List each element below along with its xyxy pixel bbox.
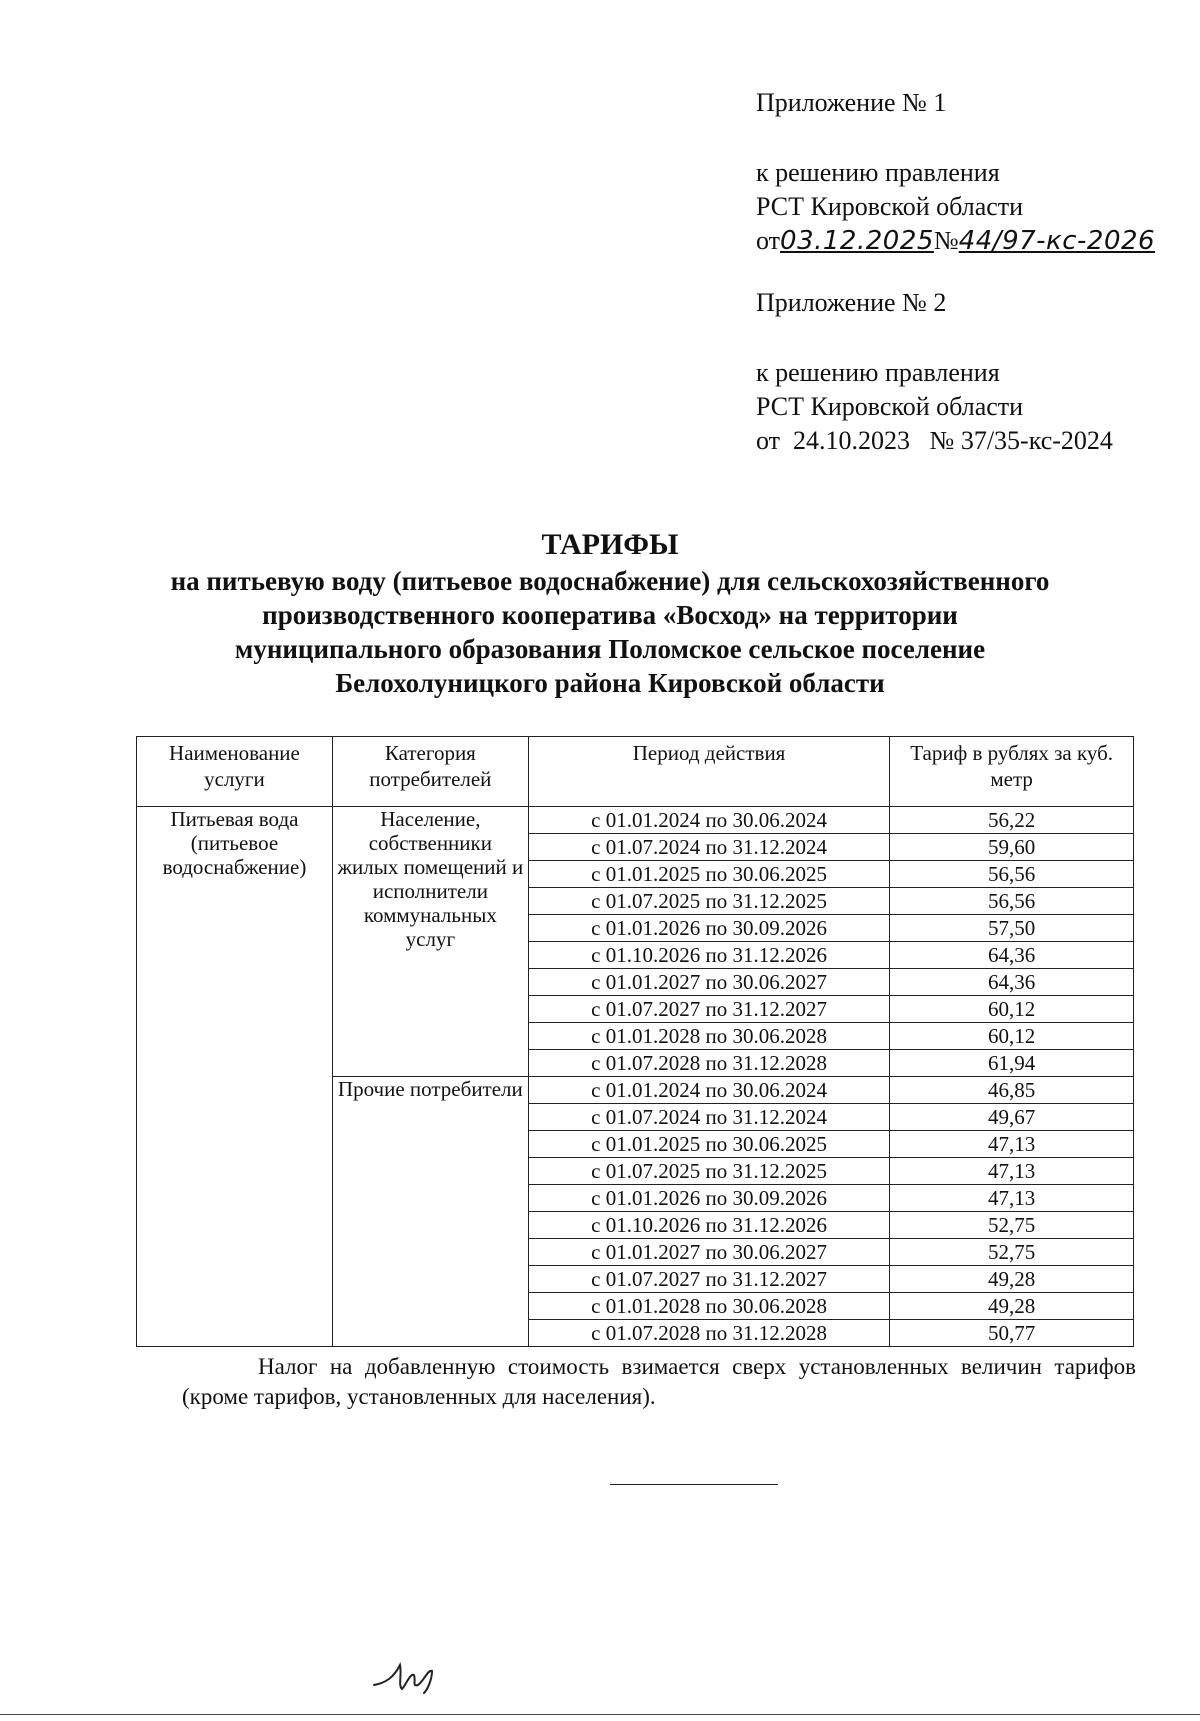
appendix-2-decision-line: к решению правления bbox=[756, 358, 1000, 387]
category-cell: Прочие потребители bbox=[332, 1077, 528, 1347]
period-cell: с 01.07.2028 по 31.12.2028 bbox=[528, 1050, 890, 1077]
rate-cell: 60,12 bbox=[890, 1023, 1134, 1050]
tariffs-table-body bbox=[137, 807, 1134, 1347]
header-category: Категория потребителей bbox=[332, 737, 528, 807]
period-cell: с 01.07.2024 по 31.12.2024 bbox=[528, 1104, 890, 1131]
scan-bottom-edge bbox=[0, 1714, 1200, 1715]
vat-note-text: Налог на добавленную стоимость взимается сверх установленных величин тарифов (кроме тарифов, установленных для населения). bbox=[182, 1354, 1136, 1409]
rate-cell: 46,85 bbox=[890, 1077, 1134, 1104]
period-cell: с 01.10.2026 по 31.12.2026 bbox=[528, 1212, 890, 1239]
service-cell: Питьевая вода (питьевое водоснабжение) bbox=[137, 807, 333, 1347]
rate-cell: 64,36 bbox=[890, 942, 1134, 969]
rate-cell: 47,13 bbox=[890, 1158, 1134, 1185]
rate-cell: 60,12 bbox=[890, 996, 1134, 1023]
appendix-2-heading: Приложение № 2 bbox=[756, 288, 947, 317]
period-cell: с 01.07.2027 по 31.12.2027 bbox=[528, 996, 890, 1023]
rate-cell: 61,94 bbox=[890, 1050, 1134, 1077]
period-cell: с 01.01.2024 по 30.06.2024 bbox=[528, 807, 890, 834]
period-cell: с 01.07.2025 по 31.12.2025 bbox=[528, 888, 890, 915]
rate-cell: 47,13 bbox=[890, 1185, 1134, 1212]
rate-cell: 57,50 bbox=[890, 915, 1134, 942]
appendix-1-authority-line: РСТ Кировской области bbox=[756, 192, 1024, 221]
rate-cell: 56,22 bbox=[890, 807, 1134, 834]
period-cell: с 01.01.2027 по 30.06.2027 bbox=[528, 1239, 890, 1266]
appendix-1-number-sign: № bbox=[933, 226, 959, 255]
period-cell: с 01.01.2028 по 30.06.2028 bbox=[528, 1293, 890, 1320]
header-rate: Тариф в рублях за куб. метр bbox=[890, 737, 1134, 807]
period-cell: с 01.01.2026 по 30.09.2026 bbox=[528, 1185, 890, 1212]
title-line-4: Белохолуницкого района Кировской области bbox=[335, 668, 885, 698]
vat-note bbox=[182, 1352, 1136, 1412]
rate-cell: 64,36 bbox=[890, 969, 1134, 996]
period-cell: с 01.07.2024 по 31.12.2024 bbox=[528, 834, 890, 861]
rate-cell: 49,28 bbox=[890, 1266, 1134, 1293]
appendix-1-date-number-line bbox=[756, 224, 1176, 258]
title-line-3: муниципального образования Поломское сельское поселение bbox=[234, 634, 986, 664]
appendix-1-block bbox=[756, 86, 1176, 258]
table-header-row bbox=[137, 737, 1134, 807]
header-service: Наименование услуги bbox=[137, 737, 333, 807]
appendix-2-date-number-line: от 24.10.2023 № 37/35-кс-2024 bbox=[756, 426, 1113, 455]
period-cell: с 01.01.2028 по 30.06.2028 bbox=[528, 1023, 890, 1050]
rate-cell: 52,75 bbox=[890, 1239, 1134, 1266]
tariffs-table bbox=[136, 736, 1134, 1347]
category-cell: Население, собственники жилых помещений и исполнители коммунальных услуг bbox=[332, 807, 528, 1077]
period-cell: с 01.07.2027 по 31.12.2027 bbox=[528, 1266, 890, 1293]
appendix-1-handwritten-number: 44/97-кс-2026 bbox=[958, 226, 1156, 256]
rate-cell: 59,60 bbox=[890, 834, 1134, 861]
period-cell: с 01.01.2027 по 30.06.2027 bbox=[528, 969, 890, 996]
appendix-1-decision-line: к решению правления bbox=[756, 158, 1000, 187]
rate-cell: 52,75 bbox=[890, 1212, 1134, 1239]
title-line-2: производственного кооператива «Восход» на территории bbox=[262, 600, 958, 630]
title-main: ТАРИФЫ bbox=[541, 528, 679, 561]
rate-cell: 49,67 bbox=[890, 1104, 1134, 1131]
rate-cell: 49,28 bbox=[890, 1293, 1134, 1320]
rate-cell: 47,13 bbox=[890, 1131, 1134, 1158]
end-divider-line bbox=[610, 1484, 778, 1485]
rate-cell: 56,56 bbox=[890, 888, 1134, 915]
rate-cell: 50,77 bbox=[890, 1320, 1134, 1347]
appendix-2-authority-line: РСТ Кировской области bbox=[756, 392, 1024, 421]
appendix-1-from-prefix: от bbox=[756, 226, 781, 255]
appendix-1-heading: Приложение № 1 bbox=[756, 88, 947, 117]
period-cell: с 01.01.2026 по 30.09.2026 bbox=[528, 915, 890, 942]
table-row bbox=[137, 807, 1134, 834]
document-title bbox=[140, 528, 1080, 700]
period-cell: с 01.01.2025 по 30.06.2025 bbox=[528, 861, 890, 888]
appendix-2-block bbox=[756, 286, 1176, 458]
period-cell: с 01.01.2025 по 30.06.2025 bbox=[528, 1131, 890, 1158]
period-cell: с 01.01.2024 по 30.06.2024 bbox=[528, 1077, 890, 1104]
period-cell: с 01.10.2026 по 31.12.2026 bbox=[528, 942, 890, 969]
appendix-1-handwritten-date: 03.12.2025 bbox=[780, 226, 934, 256]
rate-cell: 56,56 bbox=[890, 861, 1134, 888]
period-cell: с 01.07.2025 по 31.12.2025 bbox=[528, 1158, 890, 1185]
header-period: Период действия bbox=[528, 737, 890, 807]
title-line-1: на питьевую воду (питьевое водоснабжение) для сельскохозяйственного bbox=[170, 566, 1050, 596]
handwritten-signature-icon bbox=[372, 1655, 442, 1695]
period-cell: с 01.07.2028 по 31.12.2028 bbox=[528, 1320, 890, 1347]
